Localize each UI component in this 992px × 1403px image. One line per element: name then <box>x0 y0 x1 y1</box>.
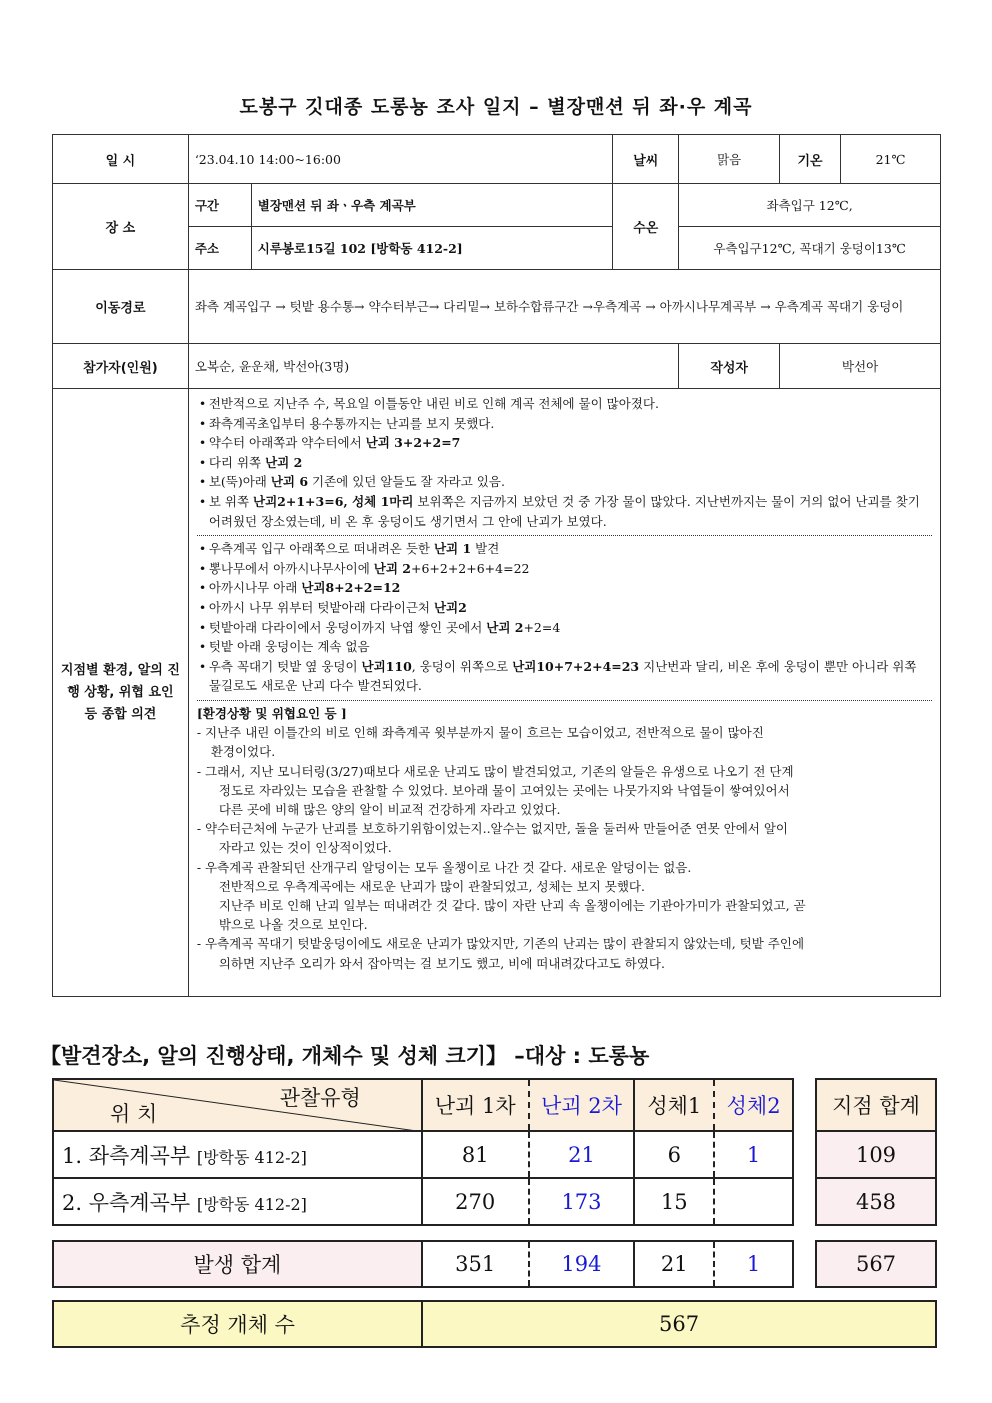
right-valley-notes <box>197 536 932 701</box>
environment-notes <box>197 701 932 977</box>
site-total-table <box>815 1078 937 1226</box>
row2-location-name: 2. 우측계곡부 <box>62 1190 191 1215</box>
list-item: • 텃밭 아래 웅덩이는 계속 없음 <box>197 637 932 657</box>
left-valley-notes <box>197 391 932 536</box>
row1-egg2: 21 <box>529 1131 635 1178</box>
environment-line: - 우측계곡 관찰되던 산개구리 알덩이는 모두 올챙이로 나간 것 같다. 새로운 알덩이는 없음. <box>196 859 692 875</box>
environment-line: 자라고 있는 것이 인상적이었다. <box>218 840 392 856</box>
water-temp-right: 우측입구12℃, 꼭대기 웅덩이13℃ <box>679 227 941 270</box>
environment-line: - 약수터근처에 누군가 난괴를 보호하기위함이었는지..알수는 없지만, 돌을 둘러싸 만들어준 연못 안에서 알이 <box>196 821 788 837</box>
row2-location <box>53 1178 422 1225</box>
environment-lines <box>197 723 932 973</box>
occurrence-total-label: 발생 합계 <box>53 1241 422 1287</box>
row1-location-name: 1. 좌측계곡부 <box>62 1143 191 1168</box>
row2-egg2: 173 <box>529 1178 635 1225</box>
occurrence-grand-total-table <box>815 1240 937 1288</box>
water-temp-label: 수온 <box>613 184 679 270</box>
table-row <box>53 1178 793 1225</box>
row2-total: 458 <box>816 1178 936 1225</box>
col-egg2-header: 난괴 2차 <box>529 1079 635 1131</box>
environment-line: 정도로 자라있는 모습을 관찰할 수 있었다. 보아래 물이 고여있는 곳에는 나뭇가지와 낙엽들이 쌓여있어서 <box>218 782 790 798</box>
environment-line: 전반적으로 우측계곡에는 새로운 난괴가 많이 관찰되었고, 성체는 보지 못했다. <box>218 878 645 894</box>
environment-line: 지난주 비로 인해 난괴 일부는 떠내려간 것 같다. 많이 자란 난괴 속 올챙이에는 기관아가미가 관찰되었고, 곧 <box>218 897 806 913</box>
environment-line: 의하면 지난주 오리가 와서 잡아먹는 걸 보기도 했고, 비에 떠내려갔다고도 하였다. <box>218 955 665 971</box>
address-value: 시루봉로15길 102 [방학동 412-2] <box>251 227 613 270</box>
section-label: 구간 <box>188 184 251 227</box>
date-value: ‘23.04.10 14:00~16:00 <box>188 135 612 184</box>
weather-value: 맑음 <box>679 135 780 184</box>
occurrence-egg1: 351 <box>422 1241 529 1287</box>
row1-address: [방학동 412-2] <box>196 1147 307 1167</box>
date-label: 일 시 <box>53 135 189 184</box>
weather-label: 날씨 <box>613 135 679 184</box>
left-valley-list <box>197 394 932 531</box>
section-value: 별장맨션 뒤 좌ㆍ우측 계곡부 <box>251 184 613 227</box>
table-row <box>53 1131 793 1178</box>
col-adult1-header: 성체1 <box>634 1079 714 1131</box>
header-diagonal-cell <box>53 1079 422 1131</box>
row2-adult2 <box>714 1178 793 1225</box>
place-label: 장 소 <box>53 184 189 270</box>
survey-log-table <box>52 134 941 997</box>
row1-egg1: 81 <box>422 1131 529 1178</box>
col-total-header: 지점 합계 <box>816 1079 936 1131</box>
summary-section-title: 【발견장소, 알의 진행상태, 개체수 및 성체 크기】 –대상 : 도롱뇽 <box>40 1044 650 1068</box>
row1-location <box>53 1131 422 1178</box>
list-item: • 다리 위쪽 난괴 2 <box>197 453 932 473</box>
right-valley-list <box>197 539 932 696</box>
estimated-count-table <box>52 1300 937 1348</box>
list-item: • 아까시 나무 위부터 텃밭아래 다라이근처 난괴2 <box>197 598 932 618</box>
environment-line: 다른 곳에 비해 많은 양의 알이 비교적 건강하게 자라고 있었다. <box>218 801 561 817</box>
header-location-label: 위 치 <box>110 1102 158 1126</box>
opinion-cell <box>188 389 940 997</box>
temp-value: 21℃ <box>841 135 941 184</box>
occurrence-grand-total: 567 <box>816 1241 936 1287</box>
summary-table <box>52 1078 794 1226</box>
list-item: • 약수터 아래쪽과 약수터에서 난괴 3+2+2=7 <box>197 433 932 453</box>
participants-value: 오복순, 윤운채, 박선아(3명) <box>188 344 678 389</box>
row1-total: 109 <box>816 1131 936 1178</box>
col-egg1-header: 난괴 1차 <box>422 1079 529 1131</box>
environment-line: 환경이었다. <box>210 744 276 760</box>
estimated-count-value: 567 <box>422 1301 936 1347</box>
page-title: 도봉구 깃대종 도롱뇽 조사 일지 – 별장맨션 뒤 좌·우 계곡 <box>239 96 753 118</box>
temp-label: 기온 <box>780 135 841 184</box>
participants-label: 참가자(인원) <box>53 344 189 389</box>
list-item: • 보(뚝)아래 난괴 6 기존에 있던 알들도 잘 자라고 있음. <box>197 472 932 492</box>
environment-line: - 그래서, 지난 모니터링(3/27)때보다 새로운 난괴도 많이 발견되었고, 기존의 알들은 유생으로 나오기 전 단계 <box>196 763 794 779</box>
estimated-count-label: 추정 개체 수 <box>53 1301 422 1347</box>
opinion-label: 지점별 환경, 알의 진행 상황, 위협 요인 등 종합 의견 <box>53 389 189 997</box>
writer-value: 박선아 <box>780 344 941 389</box>
col-adult2-header: 성체2 <box>714 1079 793 1131</box>
environment-line: - 지난주 내린 이틀간의 비로 인해 좌측계곡 윗부분까지 물이 흐르는 모습이었고, 전반적으로 물이 많아진 <box>196 725 764 741</box>
row2-egg1: 270 <box>422 1178 529 1225</box>
list-item: • 텃밭아래 다라이에서 웅덩이까지 낙엽 쌓인 곳에서 난괴 2+2=4 <box>197 618 932 638</box>
route-value: 좌측 계곡입구 → 텃밭 용수통→ 약수터부근→ 다리밑→ 보하수합류구간 →우측계곡 → 아까시나무계곡부 → 우측계곡 꼭대기 웅덩이 <box>188 270 940 344</box>
list-item: • 우측계곡 입구 아래쪽으로 떠내려온 듯한 난괴 1 발견 <box>197 539 932 559</box>
occurrence-adult1: 21 <box>634 1241 714 1287</box>
occurrence-total-table <box>52 1240 794 1288</box>
water-temp-left: 좌측입구 12℃, <box>679 184 941 227</box>
route-label: 이동경로 <box>53 270 189 344</box>
occurrence-egg2: 194 <box>529 1241 635 1287</box>
address-label: 주소 <box>188 227 251 270</box>
environment-title: [환경상황 및 위협요인 등 ] <box>196 705 347 721</box>
list-item: • 아까시나무 아래 난괴8+2+2=12 <box>197 578 932 598</box>
row1-adult1: 6 <box>634 1131 714 1178</box>
list-item: • 우측 꼭대기 텃밭 옆 웅덩이 난괴110, 웅덩이 위쪽으로 난괴10+7+2+4=23 지난번과 달리, 비온 후에 웅덩이 뿐만 아니라 위쪽 물길로도 새로운 난괴 다수 발견되었다. <box>197 657 932 696</box>
writer-label: 작성자 <box>679 344 780 389</box>
occurrence-adult2: 1 <box>714 1241 793 1287</box>
row2-address: [방학동 412-2] <box>196 1194 307 1214</box>
row2-adult1: 15 <box>634 1178 714 1225</box>
list-item: • 뽕나무에서 아까시나무사이에 난괴 2+6+2+2+6+4=22 <box>197 559 932 579</box>
environment-line: 밖으로 나올 것으로 보인다. <box>218 917 368 933</box>
list-item: • 좌측계곡초입부터 용수통까지는 난괴를 보지 못했다. <box>197 414 932 434</box>
list-item: • 보 위쪽 난괴2+1+3=6, 성체 1마리 보위쪽은 지금까지 보았던 것 중 가장 물이 많았다. 지난번까지는 물이 거의 없어 난괴를 찾기 어려웠던 장소였는데, 비 온 후 웅덩이도 생기면서 그 안에 난괴가 보였다. <box>197 492 932 531</box>
environment-line: - 우측계곡 꼭대기 텃밭웅덩이에도 새로운 난괴가 많았지만, 기존의 난괴는 많이 관찰되지 않았는데, 텃밭 주인에 <box>196 936 805 952</box>
header-type-label: 관찰유형 <box>279 1086 361 1110</box>
list-item: • 전반적으로 지난주 수, 목요일 이틀동안 내린 비로 인해 계곡 전체에 물이 많아졌다. <box>197 394 932 414</box>
row1-adult2: 1 <box>714 1131 793 1178</box>
